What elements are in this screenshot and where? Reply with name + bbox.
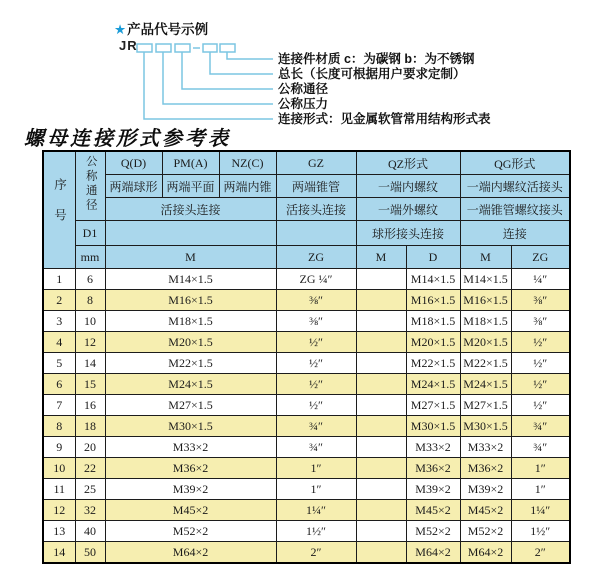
header-gz-connection: 活接头连接 [276,198,356,221]
cell-qz-d: M64×2 [406,542,460,564]
cell-dn: 16 [75,395,105,416]
cell-qg-zg: ⅜″ [511,311,570,332]
cell-qg-m: M22×1.5 [460,353,511,374]
cell-dn: 10 [75,311,105,332]
cell-m: M16×1.5 [105,290,276,311]
table-row [43,500,570,521]
header-unit-m2: M [356,246,406,269]
header-dn [75,151,105,221]
cell-zg: 2″ [276,542,356,564]
cell-qg-zg: 1½″ [511,521,570,542]
cell-qg-m: M36×2 [460,458,511,479]
cell-qz-d: M39×2 [406,479,460,500]
cell-zg: ½″ [276,395,356,416]
header-code-pm: PM(A) [162,151,219,175]
cell-m: M20×1.5 [105,332,276,353]
header-seq [43,151,75,269]
cell-zg: ¾″ [276,437,356,458]
header-row-codes [43,151,570,175]
table-row [43,479,570,500]
header-desc-pm: 两端平面 [162,175,219,198]
cell-dn: 14 [75,353,105,374]
cell-zg: 1¼″ [276,500,356,521]
cell-qg-zg: 1″ [511,458,570,479]
diagram-label-connection-type: 连接形式：见金属软管常用结构形式表 [278,112,491,126]
cell-m: M36×2 [105,458,276,479]
cell-seq: 7 [43,395,75,416]
header-unit-zg1: ZG [276,246,356,269]
cell-qz-d: M16×1.5 [406,290,460,311]
cell-seq: 12 [43,500,75,521]
header-code-q: Q(D) [105,151,162,175]
cell-dn: 50 [75,542,105,564]
cell-qg-zg: ¾″ [511,437,570,458]
table-title: 螺母连接形式参考表 [24,128,231,150]
cell-qz-d: M20×1.5 [406,332,460,353]
cell-qg-m: M45×2 [460,500,511,521]
table-row [43,311,570,332]
code-field-box [156,44,171,52]
cell-m: M52×2 [105,521,276,542]
cell-m: M39×2 [105,479,276,500]
cell-zg: ¾″ [276,416,356,437]
cell-qz-m [356,479,406,500]
cell-qg-zg: ¾″ [511,416,570,437]
cell-qg-m: M64×2 [460,542,511,564]
cell-seq: 6 [43,374,75,395]
cell-dn: 40 [75,521,105,542]
cell-qz-m [356,500,406,521]
cell-qg-m: M27×1.5 [460,395,511,416]
cell-seq: 13 [43,521,75,542]
cell-qz-d: M27×1.5 [406,395,460,416]
cell-qg-m: M39×2 [460,479,511,500]
header-unit-m3: M [460,246,511,269]
header-union-connection: 活接头连接 [105,198,276,221]
diagram-heading-text: 产品代号示例 [127,22,209,37]
cell-qz-d: M33×2 [406,437,460,458]
cell-dn: 8 [75,290,105,311]
cell-qg-zg: ½″ [511,395,570,416]
header-code-qz: QZ形式 [356,151,460,175]
cell-qz-d: M52×2 [406,521,460,542]
cell-qg-zg: ¼″ [511,269,570,290]
cell-dn: 12 [75,332,105,353]
nut-connection-reference-table [42,150,571,564]
header-code-gz: GZ [276,151,356,175]
star-icon: ★ [114,22,127,37]
cell-qg-m: M52×2 [460,521,511,542]
cell-seq: 4 [43,332,75,353]
cell-m: M22×1.5 [105,353,276,374]
code-field-box [137,44,152,52]
cell-qz-d: M24×1.5 [406,374,460,395]
cell-qz-m [356,437,406,458]
cell-seq: 5 [43,353,75,374]
cell-zg: ZG ¼″ [276,269,356,290]
code-field-box [203,44,217,52]
cell-qz-m [356,269,406,290]
diagram-heading [114,18,208,38]
table-row [43,416,570,437]
cell-qz-d: M22×1.5 [406,353,460,374]
cell-qg-zg: ½″ [511,353,570,374]
cell-qz-m [356,458,406,479]
header-unit-d: D [406,246,460,269]
diagram-label-nominal-pressure: 公称压力 [278,97,329,111]
header-code-qg: QG形式 [460,151,570,175]
header-seq-label: 序号 [52,177,67,239]
table-row [43,353,570,374]
cell-qg-m: M33×2 [460,437,511,458]
diagram-label-nominal-diameter: 公称通径 [278,82,329,96]
cell-qz-d: M36×2 [406,458,460,479]
cell-qg-m: M24×1.5 [460,374,511,395]
cell-zg: ⅜″ [276,311,356,332]
cell-m: M64×2 [105,542,276,564]
header-d1: D1 [75,221,105,246]
diagram-label-length: 总长（长度可根据用户要求定制） [278,67,466,81]
table-row [43,521,570,542]
cell-qz-m [356,374,406,395]
cell-qz-d: M30×1.5 [406,416,460,437]
table-row [43,269,570,290]
cell-seq: 1 [43,269,75,290]
cell-qg-m: M18×1.5 [460,311,511,332]
header-desc-q: 两端球形 [105,175,162,198]
cell-seq: 14 [43,542,75,564]
cell-qg-zg: ½″ [511,374,570,395]
header-row-units [43,246,570,269]
cell-zg: ½″ [276,332,356,353]
cell-qz-m [356,332,406,353]
table-row [43,332,570,353]
header-blank-gz [276,221,356,246]
cell-qz-d: M45×2 [406,500,460,521]
cell-qg-m: M20×1.5 [460,332,511,353]
header-unit-m1: M [105,246,276,269]
cell-qz-m [356,542,406,564]
table-row [43,542,570,564]
cell-m: M33×2 [105,437,276,458]
cell-qz-m [356,311,406,332]
diagram-label-material: 连接件材质 c：为碳钢 b：为不锈钢 [278,52,475,66]
header-unit-mm: mm [75,246,105,269]
header-desc-nz: 两端内锥 [219,175,276,198]
cell-qg-m: M30×1.5 [460,416,511,437]
cell-zg: 1″ [276,479,356,500]
cell-seq: 11 [43,479,75,500]
code-field-box [220,44,235,52]
header-blank-m [105,221,276,246]
header-dn-label: 公称通径 [84,155,97,213]
cell-m: M27×1.5 [105,395,276,416]
cell-zg: 1″ [276,458,356,479]
cell-m: M24×1.5 [105,374,276,395]
cell-seq: 2 [43,290,75,311]
header-desc-qg1: 一端内螺纹活接头 [460,175,570,198]
header-qg-connection: 连接 [460,221,570,246]
cell-zg: ½″ [276,374,356,395]
connector-line [227,52,273,59]
cell-dn: 25 [75,479,105,500]
cell-dn: 22 [75,458,105,479]
cell-qz-m [356,521,406,542]
header-code-nz: NZ(C) [219,151,276,175]
cell-dn: 32 [75,500,105,521]
cell-qz-m [356,353,406,374]
connector-line [163,52,273,104]
cell-qg-zg: 2″ [511,542,570,564]
cell-zg: ⅜″ [276,290,356,311]
cell-m: M30×1.5 [105,416,276,437]
cell-seq: 3 [43,311,75,332]
cell-m: M45×2 [105,500,276,521]
cell-dn: 15 [75,374,105,395]
header-unit-zg2: ZG [511,246,570,269]
header-row-d1 [43,221,570,246]
header-desc-gz: 两端锥管 [276,175,356,198]
connector-line [210,52,273,74]
cell-qg-m: M14×1.5 [460,269,511,290]
cell-qg-m: M16×1.5 [460,290,511,311]
cell-seq: 10 [43,458,75,479]
product-code-prefix: JR [119,38,138,53]
cell-qz-m [356,395,406,416]
cell-qg-zg: ⅜″ [511,290,570,311]
cell-m: M18×1.5 [105,311,276,332]
header-desc-qz2: 一端外螺纹 [356,198,460,221]
cell-zg: 1½″ [276,521,356,542]
cell-dn: 18 [75,416,105,437]
table-row [43,290,570,311]
header-row-desc2 [43,198,570,221]
table-row [43,395,570,416]
header-qz-connection: 球形接头连接 [356,221,460,246]
cell-qg-zg: ½″ [511,332,570,353]
header-desc-qg2: 一端锥管螺纹接头 [460,198,570,221]
cell-qg-zg: 1″ [511,479,570,500]
cell-qz-d: M14×1.5 [406,269,460,290]
cell-qz-m [356,290,406,311]
table-row [43,374,570,395]
header-desc-qz1: 一端内螺纹 [356,175,460,198]
cell-dn: 6 [75,269,105,290]
table-row [43,458,570,479]
cell-seq: 9 [43,437,75,458]
cell-dn: 20 [75,437,105,458]
table-row [43,437,570,458]
cell-qg-zg: 1¼″ [511,500,570,521]
cell-m: M14×1.5 [105,269,276,290]
cell-qz-m [356,416,406,437]
code-field-box [175,44,190,52]
cell-seq: 8 [43,416,75,437]
cell-zg: ½″ [276,353,356,374]
header-row-desc1 [43,175,570,198]
cell-qz-d: M18×1.5 [406,311,460,332]
